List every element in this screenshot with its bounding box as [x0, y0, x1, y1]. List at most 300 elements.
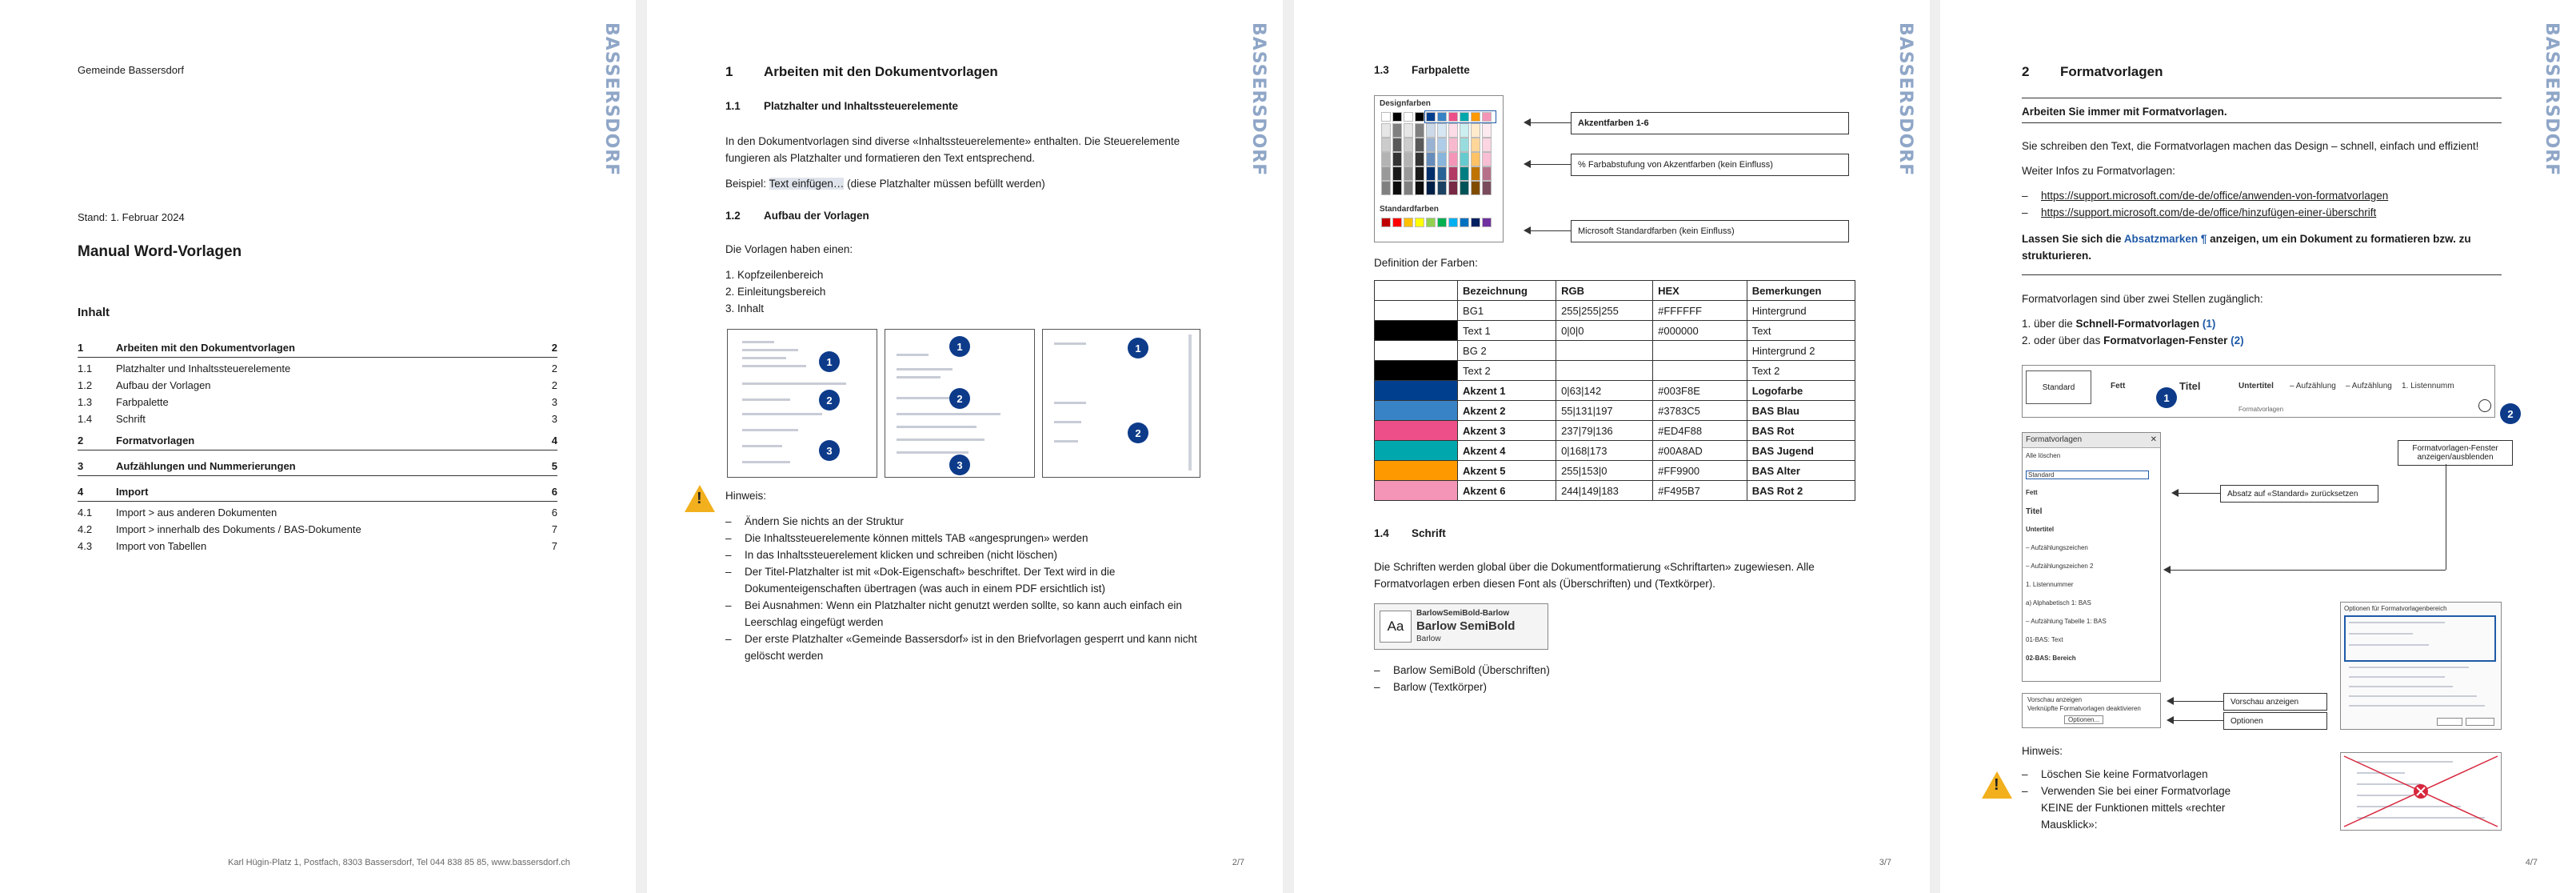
toc-title: Arbeiten mit den Dokumentvorlagen [116, 342, 295, 354]
table-cell: Akzent 6 [1458, 481, 1556, 501]
note-list [725, 513, 1213, 664]
font-card-line1: BarlowSemiBold-Barlow [1416, 609, 1510, 618]
font-list [1374, 662, 1550, 695]
table-cell: #F495B7 [1653, 481, 1747, 501]
color-swatch[interactable] [1471, 218, 1480, 227]
color-swatch[interactable] [1437, 138, 1447, 152]
color-swatch[interactable] [1392, 166, 1402, 181]
linked-styles-checkbox[interactable]: Verknüpfte Formatvorlagen deaktivieren [2027, 705, 2141, 712]
paragraph-marks-tip: Lassen Sie sich die Absatzmarken ¶ anzeigen, um ein Dokument zu formatieren bzw. zu strukturieren. [2022, 233, 2471, 262]
page-1 [0, 0, 636, 893]
color-swatch-cell [1375, 381, 1458, 401]
list-item: – Verwenden Sie bei einer Formatvorlage KEINE der Funktionen mittels «rechter Mausklick»: [2022, 783, 2246, 833]
heading-1-4: Schrift [1412, 527, 1446, 539]
badge: 2 [819, 390, 840, 410]
color-swatch[interactable] [1460, 166, 1469, 181]
color-swatch[interactable] [1404, 123, 1413, 138]
example-line [725, 175, 1205, 192]
color-swatch[interactable] [1392, 123, 1402, 138]
note-list [2022, 766, 2246, 833]
color-swatch[interactable] [1426, 218, 1436, 227]
style-list-item[interactable]: – Aufzählung Tabelle 1: BAS [2026, 618, 2107, 625]
table-header: Bezeichnung [1458, 281, 1556, 301]
style-list-item[interactable]: Untertitel [2026, 526, 2055, 533]
toc-entry[interactable] [78, 507, 557, 523]
callout-options: Optionen [2223, 712, 2327, 730]
standard-colors-label: Standardfarben [1380, 205, 1439, 214]
heading-num: 1.3 [1374, 64, 1389, 76]
font-card-line3: Barlow [1416, 635, 1441, 643]
toc-number: 1.1 [78, 362, 93, 374]
toc-number: 2 [78, 434, 84, 446]
options-button[interactable]: Optionen... [2064, 715, 2103, 724]
style-list-item[interactable]: – Aufzählungszeichen [2026, 544, 2088, 551]
styles-pane [2022, 432, 2161, 682]
color-swatch[interactable] [1426, 123, 1436, 138]
table-row [1375, 321, 1855, 341]
table-cell: BAS Blau [1747, 401, 1855, 421]
color-swatch[interactable] [1381, 123, 1391, 138]
table-cell: #ED4F88 [1653, 421, 1747, 441]
toc-title: Import [116, 486, 149, 498]
style-list-item[interactable]: a) Alphabetisch 1: BAS [2026, 599, 2091, 607]
table-cell: 237|79|136 [1556, 421, 1653, 441]
paragraph: In den Dokumentvorlagen sind diverse «Inhaltssteuerelemente» enthalten. Die Steuerelemente fungieren als Platzhalter und formatieren den Text entsprechend. [725, 135, 1180, 164]
note-heading: Hinweis: [2022, 745, 2063, 757]
page-4: BASSERSDORF 2 Formatvorlagen Arbeiten Sie immer mit Formatvorlagen. Sie schreiben den Text, die Formatvorlagen machen das Design – schnell, einfach und effizient! Weiter Infos zu Formatvorlagen: – https://support.microsoft.com/de-de/office/anwenden-von-formatvorlagen – https://support.microsoft.com/de-de/office/hinzufügen-einer-überschrift Lassen Sie sich die Absatzmarken ¶ anzeigen, um ein Dokument zu formatieren bzw. zu strukturieren. Formatvorlagen sind über zwei Stellen zugänglich: 1. über die Schnell-Formatvorlagen (1) 2. oder über das Formatvorlagen-Fenster (2) Standard Fett Titel Untertitel – Aufzählung – Aufzählung 1. Listennumm Formatvorlagen 1 2 Formatvorlagen ✕ Alle löschen Standard Fett Titel Untertitel – Aufzählungszeichen – Aufzählungszeichen 2 1. Listennummer a) Alphabetisch 1: BAS – Aufzählung Tabelle 1: BAS 01-BAS: Text 02-BAS: Bereich Vorschau anzeigen Verknüpfte Formatvorlagen deaktivieren Optionen... Optionen für Formatvorlagenbereich Formatvorlagen-Fenster anzeigen/ausblenden Absatz auf «Standard» zurücksetzen Vorschau anzeigen Optionen Hinweis: ! – Löschen Sie keine Formatvorlagen – Verwenden Sie bei einer Formatvorlage KEINE der Funktionen mittels «rechter Mausklick»: 4/7 [1940, 0, 2576, 893]
table-row [1375, 301, 1855, 321]
toc-page: 6 [551, 486, 557, 498]
color-swatch[interactable] [1381, 138, 1391, 152]
color-swatch[interactable] [1415, 138, 1424, 152]
status-date: Stand: 1. Februar 2024 [78, 211, 185, 223]
style-list-item[interactable]: Fett [2026, 489, 2038, 496]
color-swatch[interactable] [1448, 152, 1458, 166]
municipality-name: Gemeinde Bassersdorf [78, 64, 184, 76]
callout-accent-colors: Akzentfarben 1-6 [1571, 112, 1849, 134]
color-swatch[interactable] [1392, 112, 1402, 122]
color-swatch[interactable] [1437, 218, 1447, 227]
table-cell: BAS Rot 2 [1747, 481, 1855, 501]
structure-list [725, 266, 825, 317]
toc-page: 6 [551, 507, 557, 519]
toc-title: Import > aus anderen Dokumenten [116, 507, 278, 519]
toc-page: 2 [551, 362, 557, 374]
toc-number: 4 [78, 486, 84, 498]
design-colors-label: Designfarben [1380, 99, 1431, 108]
toc-page: 7 [551, 523, 557, 535]
style-list-item[interactable]: Titel [2026, 507, 2043, 516]
color-swatch-cell [1375, 341, 1458, 361]
table-cell: #3783C5 [1653, 401, 1747, 421]
badge: 1 [1128, 338, 1148, 358]
color-swatch[interactable] [1448, 123, 1458, 138]
styles-pane-title: Formatvorlagen [2026, 435, 2083, 444]
table-cell: 55|131|197 [1556, 401, 1653, 421]
color-swatch[interactable] [1460, 138, 1469, 152]
color-swatch[interactable] [1482, 218, 1492, 227]
table-cell: Text 2 [1747, 361, 1855, 381]
toc-page: 4 [551, 434, 557, 446]
badge: 2 [949, 388, 970, 409]
toc-page: 7 [551, 540, 557, 552]
toc-number: 3 [78, 460, 84, 472]
color-swatch[interactable] [1392, 181, 1402, 195]
list-item: – Barlow (Textkörper) [1374, 679, 1550, 695]
document-title: Manual Word-Vorlagen [78, 243, 242, 260]
color-swatch[interactable] [1460, 218, 1469, 227]
color-swatch-cell [1375, 461, 1458, 481]
font-icon: Aa [1380, 611, 1412, 643]
color-swatch[interactable] [1437, 123, 1447, 138]
color-swatch[interactable] [1482, 181, 1492, 195]
color-swatch[interactable] [1381, 218, 1391, 227]
badge: 1 [819, 351, 840, 372]
color-swatch-cell [1375, 301, 1458, 321]
color-swatch[interactable] [1392, 138, 1402, 152]
color-swatch[interactable] [1381, 112, 1391, 122]
heading-2: Formatvorlagen [2060, 64, 2163, 79]
text-placeholder[interactable]: Text einfügen… [769, 178, 845, 190]
table-cell [1653, 361, 1747, 381]
color-swatch[interactable] [1426, 166, 1436, 181]
callout-preview: Vorschau anzeigen [2223, 693, 2327, 711]
bassersdorf-logo: BASSERSDORF [2542, 22, 2562, 177]
toc-entry[interactable] [78, 540, 557, 556]
style-list-item[interactable]: 1. Listennummer [2026, 581, 2074, 588]
quick-styles-ribbon [2022, 365, 2495, 418]
color-swatch[interactable] [1471, 166, 1480, 181]
list-item: 3. Inhalt [725, 302, 765, 314]
style-bullet-2[interactable]: – Aufzählung [2346, 382, 2392, 390]
table-cell: 0|168|173 [1556, 441, 1653, 461]
table-cell: 0|0|0 [1556, 321, 1653, 341]
table-cell: Akzent 1 [1458, 381, 1556, 401]
table-row [1375, 421, 1855, 441]
table-row [1375, 441, 1855, 461]
bassersdorf-logo: BASSERSDORF [1895, 22, 1915, 177]
table-cell: #00A8AD [1653, 441, 1747, 461]
list-item: – Der erste Platzhalter «Gemeinde Bassersdorf» ist in den Briefvorlagen gesperrt und kann nicht gelöscht werden [725, 631, 1213, 664]
color-swatch[interactable] [1381, 166, 1391, 181]
color-swatch[interactable] [1471, 181, 1480, 195]
toc-page: 2 [551, 342, 557, 354]
table-cell: Akzent 4 [1458, 441, 1556, 461]
table-cell: Akzent 5 [1458, 461, 1556, 481]
list-item: – Die Inhaltssteuerelemente können mittels TAB «angesprungen» werden [725, 530, 1213, 547]
paragraph: Die Vorlagen haben einen: [725, 243, 853, 255]
table-row [1375, 381, 1855, 401]
paragraph-marks-link[interactable]: Absatzmarken ¶ [2123, 233, 2207, 245]
color-swatch[interactable] [1415, 166, 1424, 181]
badge: 1 [949, 336, 970, 357]
toc-number: 1 [78, 342, 84, 354]
color-swatch[interactable] [1381, 152, 1391, 166]
badge: 2 [1128, 422, 1148, 443]
toc-number: 1.3 [78, 396, 93, 408]
color-swatch[interactable] [1404, 112, 1413, 122]
example-suffix: (diese Platzhalter müssen befüllt werden) [844, 178, 1045, 190]
heading-num: 1 [725, 64, 733, 79]
table-cell: Hintergrund 2 [1747, 341, 1855, 361]
color-swatch[interactable] [1381, 181, 1391, 195]
toc-entry[interactable] [78, 413, 557, 429]
template-thumbnail-2 [885, 329, 1035, 478]
font-card-line2: Barlow SemiBold [1416, 619, 1516, 633]
color-swatch[interactable] [1392, 152, 1402, 166]
bassersdorf-logo: BASSERSDORF [601, 22, 621, 177]
table-cell: Hintergrund [1747, 301, 1855, 321]
color-swatch[interactable] [1460, 123, 1469, 138]
cancel-button[interactable] [2466, 718, 2494, 726]
color-swatch[interactable] [1437, 152, 1447, 166]
heading-num: 2 [2022, 64, 2030, 79]
badge: 3 [819, 440, 840, 461]
toc-page: 3 [551, 396, 557, 408]
list-item: 1. Kopfzeilenbereich [725, 269, 824, 281]
style-list-item[interactable]: Standard [2026, 471, 2149, 479]
color-swatch[interactable] [1482, 123, 1492, 138]
heading-1: Arbeiten mit den Dokumentvorlagen [764, 64, 998, 79]
table-row [1375, 481, 1855, 501]
color-swatch-cell [1375, 401, 1458, 421]
toc-page: 5 [551, 460, 557, 472]
toc-entry[interactable] [78, 379, 557, 395]
toc-heading: Inhalt [78, 306, 110, 319]
color-swatch[interactable] [1471, 138, 1480, 152]
badge: 3 [949, 455, 970, 475]
toc-entry[interactable] [78, 396, 557, 412]
color-swatch[interactable] [1404, 152, 1413, 166]
badge: 1 [2156, 387, 2177, 408]
color-swatch[interactable] [1482, 166, 1492, 181]
color-swatch[interactable] [1415, 112, 1424, 122]
color-swatch[interactable] [1460, 152, 1469, 166]
color-swatch[interactable] [1460, 181, 1469, 195]
table-row [1375, 461, 1855, 481]
color-swatch[interactable] [1448, 138, 1458, 152]
table-cell: #FF9900 [1653, 461, 1747, 481]
table-cell: BG 2 [1458, 341, 1556, 361]
link-list [2022, 187, 2388, 221]
table-cell: Text 1 [1458, 321, 1556, 341]
link-apply-styles[interactable]: https://support.microsoft.com/de-de/office/anwenden-von-formatvorlagen [2041, 190, 2389, 202]
page-number: 4/7 [2525, 858, 2538, 867]
toc-title: Import von Tabellen [116, 540, 207, 552]
template-thumbnail-1 [727, 329, 877, 478]
table-row [1375, 401, 1855, 421]
context-menu-crossed [2340, 752, 2502, 831]
heading-num: 1.2 [725, 210, 741, 222]
table-cell: 0|63|142 [1556, 381, 1653, 401]
badge: 2 [2500, 403, 2521, 424]
color-swatch-cell [1375, 441, 1458, 461]
template-thumbnail-3 [1042, 329, 1200, 478]
color-swatch[interactable] [1426, 152, 1436, 166]
list-item: – Bei Ausnahmen: Wenn ein Platzhalter nicht genutzt werden sollte, so kann auch einfach ein Leerschlag eingefügt werden [725, 597, 1213, 631]
toc-entry[interactable] [78, 523, 557, 539]
paragraph: Formatvorlagen sind über zwei Stellen zugänglich: [2022, 293, 2263, 305]
table-header: Bemerkungen [1747, 281, 1855, 301]
color-swatch-cell [1375, 321, 1458, 341]
color-swatch[interactable] [1437, 181, 1447, 195]
color-swatch[interactable] [1415, 152, 1424, 166]
list-item: 2. Einleitungsbereich [725, 286, 826, 298]
link-add-heading[interactable]: https://support.microsoft.com/de-de/office/hinzufügen-einer-überschrift [2041, 206, 2377, 218]
table-header: RGB [1556, 281, 1653, 301]
toc-title: Formatvorlagen [116, 434, 195, 446]
table-header: HEX [1653, 281, 1747, 301]
toc-page: 3 [551, 413, 557, 425]
list-item: – Barlow SemiBold (Überschriften) [1374, 662, 1550, 679]
table-cell: Akzent 3 [1458, 421, 1556, 441]
table-cell [1653, 341, 1747, 361]
toc-number: 4.2 [78, 523, 93, 535]
table-cell: BAS Rot [1747, 421, 1855, 441]
heading-1-1: Platzhalter und Inhaltssteuerelemente [764, 100, 959, 112]
table-cell: BG1 [1458, 301, 1556, 321]
lead-text: Arbeiten Sie immer mit Formatvorlagen. [2022, 106, 2227, 118]
color-swatch[interactable] [1482, 152, 1492, 166]
close-icon[interactable]: ✕ [2150, 435, 2157, 444]
toc-title: Farbpalette [116, 396, 169, 408]
list-item: – Löschen Sie keine Formatvorlagen [2022, 766, 2246, 783]
color-swatch[interactable] [1448, 166, 1458, 181]
access-item-1: 1. über die Schnell-Formatvorlagen (1) [2022, 318, 2216, 330]
toc-number: 1.2 [78, 379, 93, 391]
table-cell [1556, 341, 1653, 361]
toc-number: 4.3 [78, 540, 93, 552]
toc-page: 2 [551, 379, 557, 391]
style-standard[interactable]: Standard [2026, 370, 2091, 404]
heading-num: 1.4 [1374, 527, 1389, 539]
table-cell: Logofarbe [1747, 381, 1855, 401]
page-3 [1294, 0, 1930, 893]
example-prefix: Beispiel: [725, 178, 769, 190]
color-swatch[interactable] [1415, 218, 1424, 227]
heading-num: 1.1 [725, 100, 741, 112]
toc-entry[interactable] [78, 342, 557, 358]
toc-entry[interactable] [78, 486, 557, 502]
note-heading: Hinweis: [725, 490, 767, 502]
color-swatch[interactable] [1415, 181, 1424, 195]
preview-checkbox[interactable]: Vorschau anzeigen [2027, 696, 2083, 703]
toc-number: 1.4 [78, 413, 93, 425]
paragraph: Sie schreiben den Text, die Formatvorlagen machen das Design – schnell, einfach und effizient! [2022, 140, 2479, 152]
color-swatch[interactable] [1404, 166, 1413, 181]
list-item: – In das Inhaltssteuerelement klicken und schreiben (nicht löschen) [725, 547, 1213, 563]
table-cell: #FFFFFF [1653, 301, 1747, 321]
style-title[interactable]: Titel [2179, 380, 2201, 392]
style-pane-options-dialog [2340, 602, 2502, 730]
styles-pane-options [2022, 693, 2161, 728]
color-swatch[interactable] [1404, 218, 1413, 227]
color-swatch-cell [1375, 421, 1458, 441]
table-cell: Akzent 2 [1458, 401, 1556, 421]
style-list-item[interactable]: Alle löschen [2026, 452, 2061, 459]
color-swatch[interactable] [1426, 181, 1436, 195]
list-item: – Der Titel-Platzhalter ist mit «Dok-Eigenschaft» beschriftet. Der Text wird in die Dokumenteigenschaften übertragen (was auch in einem PDF ersichtlich ist) [725, 563, 1213, 597]
callout-reset-standard: Absatz auf «Standard» zurücksetzen [2220, 485, 2378, 503]
table-cell: Text 2 [1458, 361, 1556, 381]
color-swatch[interactable] [1448, 181, 1458, 195]
toc-title: Aufbau der Vorlagen [116, 379, 211, 391]
table-cell: BAS Alter [1747, 461, 1855, 481]
heading-1-2: Aufbau der Vorlagen [764, 210, 869, 222]
toc-number: 4.1 [78, 507, 93, 519]
toc-title: Import > innerhalb des Dokuments / BAS-Dokumente [116, 523, 361, 535]
table-row [1375, 361, 1855, 381]
table-cell: Text [1747, 321, 1855, 341]
cross-out-icon [2341, 753, 2501, 830]
paragraph: Weiter Infos zu Formatvorlagen: [2022, 165, 2175, 177]
font-theme-card [1374, 603, 1548, 650]
page-number: 3/7 [1879, 858, 1891, 867]
table-cell: BAS Jugend [1747, 441, 1855, 461]
style-bullet-1[interactable]: – Aufzählung [2290, 382, 2336, 390]
style-list-number[interactable]: 1. Listennumm [2402, 382, 2454, 390]
callout-tint-shades: % Farbabstufung von Akzentfarben (kein Einfluss) [1571, 154, 1849, 176]
color-swatch[interactable] [1415, 123, 1424, 138]
launcher-icon[interactable] [2478, 399, 2491, 412]
style-list-item[interactable]: 01-BAS: Text [2026, 636, 2063, 643]
color-swatch[interactable] [1471, 123, 1480, 138]
table-cell [1556, 361, 1653, 381]
ribbon-caption: Formatvorlagen [2239, 406, 2284, 413]
toc-title: Aufzählungen und Nummerierungen [116, 460, 296, 472]
page-footer: Karl Hügin-Platz 1, Postfach, 8303 Bassersdorf, Tel 044 838 85 85, www.bassersdorf.ch [228, 858, 570, 867]
callout-pane-toggle: Formatvorlagen-Fenster anzeigen/ausblenden [2398, 440, 2513, 466]
color-swatch-cell [1375, 481, 1458, 501]
paragraph: Die Schriften werden global über die Dokumentformatierung «Schriftarten» zugewiesen. Alle Formatvorlagen erben diesen Font als (Überschriften) und (Textkörper). [1374, 561, 1815, 590]
table-header [1375, 281, 1458, 301]
style-list-item[interactable]: 02-BAS: Bereich [2026, 655, 2076, 662]
table-cell: 255|255|255 [1556, 301, 1653, 321]
style-bold[interactable]: Fett [2111, 382, 2126, 390]
ok-button[interactable] [2437, 718, 2462, 726]
table-cell: #003F8E [1653, 381, 1747, 401]
color-definition-table [1374, 280, 1855, 501]
toc-title: Platzhalter und Inhaltssteuerelemente [116, 362, 291, 374]
color-swatch[interactable] [1448, 218, 1458, 227]
toc-entry[interactable] [78, 362, 557, 378]
callout-standard-colors: Microsoft Standardfarben (kein Einfluss) [1571, 220, 1849, 242]
toc-title: Schrift [116, 413, 146, 425]
page-number: 2/7 [1232, 858, 1244, 867]
toc-entry[interactable] [78, 460, 557, 476]
table-cell: #000000 [1653, 321, 1747, 341]
table-cell: 244|149|183 [1556, 481, 1653, 501]
color-swatch[interactable] [1404, 138, 1413, 152]
color-swatch[interactable] [1471, 152, 1480, 166]
color-swatch[interactable] [1426, 138, 1436, 152]
style-list-item[interactable]: – Aufzählungszeichen 2 [2026, 563, 2094, 570]
color-swatch-cell [1375, 361, 1458, 381]
heading-1-3: Farbpalette [1412, 64, 1470, 76]
list-item: – Ändern Sie nichts an der Struktur [725, 513, 1213, 530]
color-swatch[interactable] [1437, 166, 1447, 181]
bassersdorf-logo: BASSERSDORF [1248, 22, 1268, 177]
color-swatch[interactable] [1404, 181, 1413, 195]
toc-entry[interactable] [78, 434, 557, 451]
color-swatch[interactable] [1482, 138, 1492, 152]
access-item-2: 2. oder über das Formatvorlagen-Fenster (2) [2022, 334, 2244, 346]
style-subtitle[interactable]: Untertitel [2239, 382, 2274, 390]
page-2: BASSERSDORF 1 Arbeiten mit den Dokumentvorlagen 1.1 Platzhalter und Inhaltssteuerelemente In den Dokumentvorlagen sind diverse «Inhaltssteuerelemente» enthalten. Die Steuerelemente fungieren als Platzhalter und formatieren den Text entsprechend. Beispiel: Text einfügen… (diese Platzhalter müssen befüllt werden) 1.2 Aufbau der Vorlagen Die Vorlagen haben einen: 1. Kopfzeilenbereich 2. Einleitungsbereich 3. Inhalt 1 2 3 1 2 3 1 2 ! Hinweis: – Ändern Sie nichts an der Struktur – Die Inhaltssteuerelemente können mittels TAB «angesprungen» werden – In das Inhaltssteuerelement klicken und schreiben (nicht löschen) – Der Titel-Platzhalter ist mit «Dok-Eigenschaft» beschriftet. Der Text wird in die Dokumenteigenschaften übertragen (was auch in einem PDF ersichtlich ist) – Bei Ausnahmen: Wenn ein Platzhalter nicht genutzt werden sollte, so kann auch einfach ein Leerschlag eingefügt werden – Der erste Platzhalter «Gemeinde Bassersdorf» ist in den Briefvorlagen gesperrt und kann nicht gelöscht werden 2/7 [647, 0, 1283, 893]
dialog-title: Optionen für Formatvorlagenbereich [2344, 605, 2447, 612]
table-cell: 255|153|0 [1556, 461, 1653, 481]
color-swatch[interactable] [1392, 218, 1402, 227]
